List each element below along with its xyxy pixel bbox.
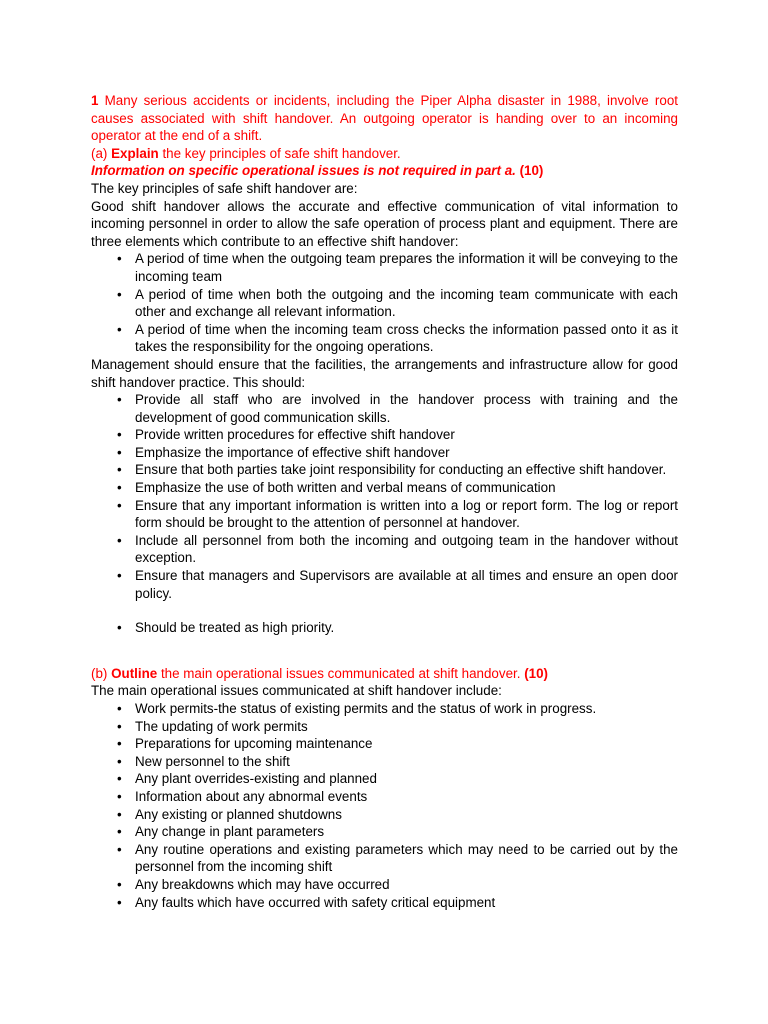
list-item: • Any existing or planned shutdowns — [91, 806, 678, 824]
part-b-task: the main operational issues communicated at shift handover. — [157, 665, 521, 681]
part-b-marks: (10) — [520, 665, 549, 681]
part-b-heading — [91, 665, 678, 683]
list-item: • Any change in plant parameters — [91, 823, 678, 841]
part-a-paragraph-2: Management should ensure that the facilities, the arrangements and infrastructure allow for good shift handover practice. This should: — [91, 356, 678, 390]
elements-list — [91, 250, 678, 356]
question-1-text — [91, 92, 678, 145]
part-a-marks: (10) — [515, 163, 544, 179]
part-a-note — [91, 162, 678, 180]
list-item: • Provide all staff who are involved in the handover process with training and the development of good communication skills. — [91, 391, 678, 426]
list-item: • Ensure that any important information is written into a log or report form. The log or report form should be brought to the attention of personnel at handover. — [91, 497, 678, 532]
list-item: • A period of time when the outgoing team prepares the information it will be conveying to the incoming team — [91, 250, 678, 285]
list-item: • Information about any abnormal events — [91, 788, 678, 806]
part-a-task: the key principles of safe shift handover. — [158, 145, 401, 161]
spacer — [91, 602, 678, 619]
list-item: • Provide written procedures for effective shift handover — [91, 426, 678, 444]
part-a-paragraph-1: Good shift handover allows the accurate and effective communication of vital information to incoming personnel in order to allow the safe operation of process plant and equipment. There are three elements which contribute to an effective shift handover: — [91, 198, 678, 249]
part-a-intro: The key principles of safe shift handover are: — [91, 180, 358, 196]
list-item: • Emphasize the importance of effective shift handover — [91, 444, 678, 462]
part-b-intro: The main operational issues communicated at shift handover include: — [91, 683, 502, 699]
part-a-heading — [91, 145, 678, 163]
priority-list — [91, 619, 678, 637]
issues-list — [91, 700, 678, 911]
list-item: • Ensure that both parties take joint responsibility for conducting an effective shift handover. — [91, 461, 678, 479]
list-item: • A period of time when both the outgoing and the incoming team communicate with each other and exchange all relevant information. — [91, 286, 678, 321]
part-a-note-text: Information on specific operational issues is not required in part a. — [91, 163, 516, 179]
list-item: • Emphasize the use of both written and verbal means of communication — [91, 479, 678, 497]
list-item: • Work permits-the status of existing permits and the status of work in progress. — [91, 700, 678, 718]
management-list — [91, 391, 678, 602]
list-item: • Ensure that managers and Supervisors are available at all times and ensure an open door policy. — [91, 567, 678, 602]
part-a-label: (a) — [91, 145, 112, 161]
list-item: • Preparations for upcoming maintenance — [91, 735, 678, 753]
list-item: • Should be treated as high priority. — [91, 619, 678, 637]
list-item: • Any breakdowns which may have occurred — [91, 876, 678, 894]
spacer — [91, 637, 678, 665]
list-item: • Include all personnel from both the incoming and outgoing team in the handover without exception. — [91, 532, 678, 567]
part-b-verb: Outline — [111, 665, 158, 681]
list-item: • New personnel to the shift — [91, 753, 678, 771]
question-number: 1 — [91, 93, 99, 108]
list-item: • Any routine operations and existing parameters which may need to be carried out by the personnel from the incoming shift — [91, 841, 678, 876]
list-item: • Any faults which have occurred with safety critical equipment — [91, 894, 678, 912]
list-item: • Any plant overrides-existing and planned — [91, 770, 678, 788]
question-stem: Many serious accidents or incidents, including the Piper Alpha disaster in 1988, involve root causes associated with shift handover. An outgoing operator is handing over to an incoming operator at the end of a shift. — [91, 93, 678, 144]
list-item: • The updating of work permits — [91, 718, 678, 736]
document-page — [91, 92, 678, 911]
part-a-verb: Explain — [111, 145, 159, 161]
part-b-label: (b) — [91, 665, 112, 681]
list-item: • A period of time when the incoming team cross checks the information passed onto it as it takes the responsibility for the ongoing operations. — [91, 321, 678, 356]
